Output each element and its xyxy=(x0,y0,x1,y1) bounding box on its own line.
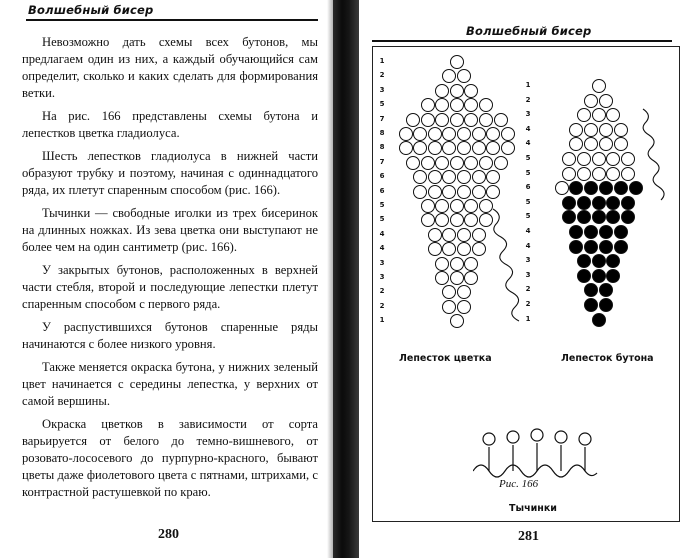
paragraph: У закрытых бутонов, расположенных в верхней части стебля, второй и последующие лепестки плетут спаренным способом с первого ряда. xyxy=(22,263,318,311)
paragraph: Окраска цветков в зависимости от сорта варьируется от белого до темно-вишневого, от розовато-лососевого до пурпурно-красного, бывают цветы даже фиолетового цвета с пятнами, штрихами, с контрастной растушевкой по краю. xyxy=(22,417,318,499)
bead-light xyxy=(569,123,583,137)
row-number: 4 xyxy=(525,241,531,250)
bead-light xyxy=(464,98,478,112)
bead-light xyxy=(450,199,464,213)
bead-dark xyxy=(592,210,606,224)
bead-dark xyxy=(569,225,583,239)
paragraph: Также меняется окраска бутона, у нижних зеленый цвет начинается с середины лепестка, у верхних от самой вершины. xyxy=(22,360,318,408)
bead-light xyxy=(435,98,449,112)
right-page-number: 281 xyxy=(518,529,539,544)
row-number: 1 xyxy=(525,81,531,89)
bead-dark xyxy=(569,240,583,254)
bead-dark xyxy=(614,240,628,254)
bead-light xyxy=(577,152,591,166)
bead-light xyxy=(442,300,456,314)
bead-dark xyxy=(584,298,598,312)
bead-light xyxy=(421,156,435,170)
bead-light xyxy=(472,242,486,256)
row-number: 2 xyxy=(525,285,531,294)
bead-dark xyxy=(614,225,628,239)
row-number: 1 xyxy=(379,57,385,65)
bead-light xyxy=(584,123,598,137)
bead-dark xyxy=(614,181,628,195)
bead-light xyxy=(450,257,464,271)
bead-light xyxy=(428,170,442,184)
bead-light xyxy=(562,167,576,181)
row-number: 5 xyxy=(525,168,531,177)
bead-light xyxy=(486,185,500,199)
row-number: 7 xyxy=(379,157,385,166)
bead-light xyxy=(577,108,591,122)
bead-light xyxy=(435,271,449,285)
row-number: 3 xyxy=(379,273,385,281)
row-number: 6 xyxy=(379,186,385,195)
bead-light xyxy=(442,127,456,141)
paragraph: Невозможно дать схемы всех бутонов, мы предлагаем один из них, а каждый обучающийся сам определит, сколько и каких сделать для формирования ветки. xyxy=(22,35,318,100)
bead-light xyxy=(486,127,500,141)
row-number: 3 xyxy=(525,110,531,119)
row-number: 3 xyxy=(379,258,385,267)
bead-light xyxy=(464,271,478,285)
bead-light xyxy=(435,257,449,271)
bead-light xyxy=(592,108,606,122)
bead-dark xyxy=(599,225,613,239)
row-number: 4 xyxy=(379,244,385,253)
bead-light xyxy=(450,113,464,127)
bead-light xyxy=(479,98,493,112)
bead-light xyxy=(606,152,620,166)
left-page-number: 280 xyxy=(158,527,179,542)
row-number: 1 xyxy=(379,316,385,325)
bead-light xyxy=(457,228,471,242)
bead-dark xyxy=(606,269,620,283)
bead-dark xyxy=(606,210,620,224)
row-number: 2 xyxy=(379,71,385,80)
row-number: 5 xyxy=(379,201,385,209)
bead-light xyxy=(606,167,620,181)
bead-light xyxy=(435,84,449,98)
bead-light xyxy=(457,185,471,199)
bead-light xyxy=(442,228,456,242)
bead-dark xyxy=(592,313,606,327)
petal-fringe-right xyxy=(491,207,521,337)
bead-light xyxy=(479,156,493,170)
row-number: 6 xyxy=(525,183,531,192)
bead-dark xyxy=(621,210,635,224)
left-page xyxy=(0,0,335,558)
bead-dark xyxy=(592,254,606,268)
row-number: 3 xyxy=(525,270,531,279)
bead-light xyxy=(555,181,569,195)
figure-166-frame xyxy=(372,46,680,522)
row-number: 5 xyxy=(525,197,531,206)
bead-dark xyxy=(599,181,613,195)
bead-dark xyxy=(562,196,576,210)
bead-light xyxy=(457,300,471,314)
row-number: 6 xyxy=(379,172,385,181)
row-number: 2 xyxy=(525,95,531,104)
bead-light xyxy=(413,127,427,141)
bead-dark xyxy=(584,240,598,254)
bead-light xyxy=(442,141,456,155)
row-number: 2 xyxy=(525,300,531,308)
bead-light xyxy=(413,185,427,199)
bead-light xyxy=(457,170,471,184)
bead-light xyxy=(584,94,598,108)
row-number: 4 xyxy=(525,124,531,133)
right-header-rule xyxy=(372,40,672,42)
bead-light xyxy=(399,141,413,155)
bead-light xyxy=(450,314,464,328)
bead-light xyxy=(472,141,486,155)
left-header-rule xyxy=(26,19,318,21)
bead-dark xyxy=(599,283,613,297)
paragraph: Шесть лепестков гладиолуса в нижней части образуют трубку и поэтому, начиная с одиннадцатого ряда, их плетут спаренным способом (рис. 166). xyxy=(22,149,318,197)
bead-light xyxy=(399,127,413,141)
bead-light xyxy=(494,113,508,127)
bead-light xyxy=(450,55,464,69)
right-page xyxy=(358,0,700,558)
bead-light xyxy=(457,242,471,256)
bud-fringe-right xyxy=(641,107,665,217)
bead-light xyxy=(577,167,591,181)
figure-label: Рис. 166 xyxy=(499,478,539,490)
bead-light xyxy=(421,98,435,112)
bead-light xyxy=(562,152,576,166)
row-number: 7 xyxy=(379,114,385,123)
right-running-head: Волшебный бисер xyxy=(466,24,592,38)
bead-light xyxy=(494,156,508,170)
paragraph: На рис. 166 представлены схемы бутона и лепестков цветка гладиолуса. xyxy=(22,109,318,140)
bead-light xyxy=(457,285,471,299)
bead-light xyxy=(413,170,427,184)
row-number: 8 xyxy=(379,143,385,152)
bead-dark xyxy=(621,196,635,210)
bead-dark xyxy=(592,196,606,210)
row-number: 8 xyxy=(379,129,385,137)
bead-light xyxy=(599,123,613,137)
bead-light xyxy=(501,127,515,141)
bead-light xyxy=(428,127,442,141)
bead-dark xyxy=(577,254,591,268)
bead-light xyxy=(442,69,456,83)
bead-dark xyxy=(584,181,598,195)
row-number: 5 xyxy=(379,100,385,109)
bead-light xyxy=(421,199,435,213)
bead-light xyxy=(421,113,435,127)
bead-dark xyxy=(584,225,598,239)
bead-light xyxy=(442,170,456,184)
bead-light xyxy=(614,137,628,151)
book-spine xyxy=(333,0,359,558)
bead-dark xyxy=(577,210,591,224)
row-number: 4 xyxy=(525,227,531,235)
bead-light xyxy=(606,108,620,122)
bead-light xyxy=(435,213,449,227)
bead-light xyxy=(406,156,420,170)
bead-dark xyxy=(584,283,598,297)
bead-light xyxy=(592,152,606,166)
bead-dark xyxy=(592,269,606,283)
bead-dark xyxy=(577,196,591,210)
bead-light xyxy=(621,152,635,166)
bead-light xyxy=(435,156,449,170)
row-number: 1 xyxy=(525,314,531,323)
bead-dark xyxy=(569,181,583,195)
bead-light xyxy=(472,185,486,199)
bead-light xyxy=(457,127,471,141)
bead-light xyxy=(599,94,613,108)
bead-light xyxy=(584,137,598,151)
bead-light xyxy=(442,185,456,199)
bead-light xyxy=(569,137,583,151)
row-number: 5 xyxy=(525,212,531,221)
bead-light xyxy=(442,285,456,299)
bead-light xyxy=(614,123,628,137)
bead-light xyxy=(464,257,478,271)
bead-light xyxy=(457,141,471,155)
row-number: 5 xyxy=(525,154,531,162)
bead-light xyxy=(472,127,486,141)
bead-light xyxy=(464,113,478,127)
bead-light xyxy=(621,167,635,181)
bead-dark xyxy=(606,254,620,268)
bead-light xyxy=(406,113,420,127)
bead-light xyxy=(450,213,464,227)
bead-light xyxy=(472,170,486,184)
bead-light xyxy=(428,242,442,256)
bead-light xyxy=(457,69,471,83)
flower-petal-caption: Лепесток цветка xyxy=(399,353,492,364)
bead-light xyxy=(486,141,500,155)
bead-dark xyxy=(599,240,613,254)
bead-light xyxy=(450,84,464,98)
left-running-head: Волшебный бисер xyxy=(28,3,154,17)
paragraph: Тычинки — свободные иголки из трех бисеринок на длинных ножках. Из зева цветка они выступают не более чем на один сантиметр (рис. 166). xyxy=(22,206,318,254)
row-number: 4 xyxy=(525,139,531,148)
bead-light xyxy=(464,199,478,213)
bead-light xyxy=(464,84,478,98)
row-number: 3 xyxy=(379,85,385,94)
bead-light xyxy=(472,228,486,242)
bead-dark xyxy=(577,269,591,283)
bead-light xyxy=(428,228,442,242)
row-number: 3 xyxy=(525,256,531,265)
stamens-caption: Тычинки xyxy=(509,503,557,514)
bead-light xyxy=(501,141,515,155)
bead-light xyxy=(421,213,435,227)
bead-light xyxy=(592,167,606,181)
bead-light xyxy=(479,113,493,127)
bead-light xyxy=(428,141,442,155)
row-number: 4 xyxy=(379,229,385,238)
bead-light xyxy=(435,113,449,127)
paragraph: У распустившихся бутонов спаренные ряды начинаются с более низкого уровня. xyxy=(22,320,318,351)
bead-light xyxy=(464,156,478,170)
bud-petal-caption: Лепесток бутона xyxy=(561,353,654,364)
bead-light xyxy=(450,271,464,285)
row-number: 2 xyxy=(379,287,385,296)
bead-light xyxy=(599,137,613,151)
bead-light xyxy=(442,242,456,256)
bead-dark xyxy=(562,210,576,224)
bead-dark xyxy=(599,298,613,312)
row-number: 5 xyxy=(379,215,385,224)
left-text-body xyxy=(22,34,318,507)
bead-light xyxy=(450,156,464,170)
stamens-diagram xyxy=(473,427,603,483)
bead-light xyxy=(450,98,464,112)
bead-light xyxy=(428,185,442,199)
bead-light xyxy=(592,79,606,93)
bead-light xyxy=(464,213,478,227)
bead-light xyxy=(413,141,427,155)
bead-light xyxy=(435,199,449,213)
bead-dark xyxy=(606,196,620,210)
row-number: 2 xyxy=(379,301,385,310)
bead-light xyxy=(486,170,500,184)
